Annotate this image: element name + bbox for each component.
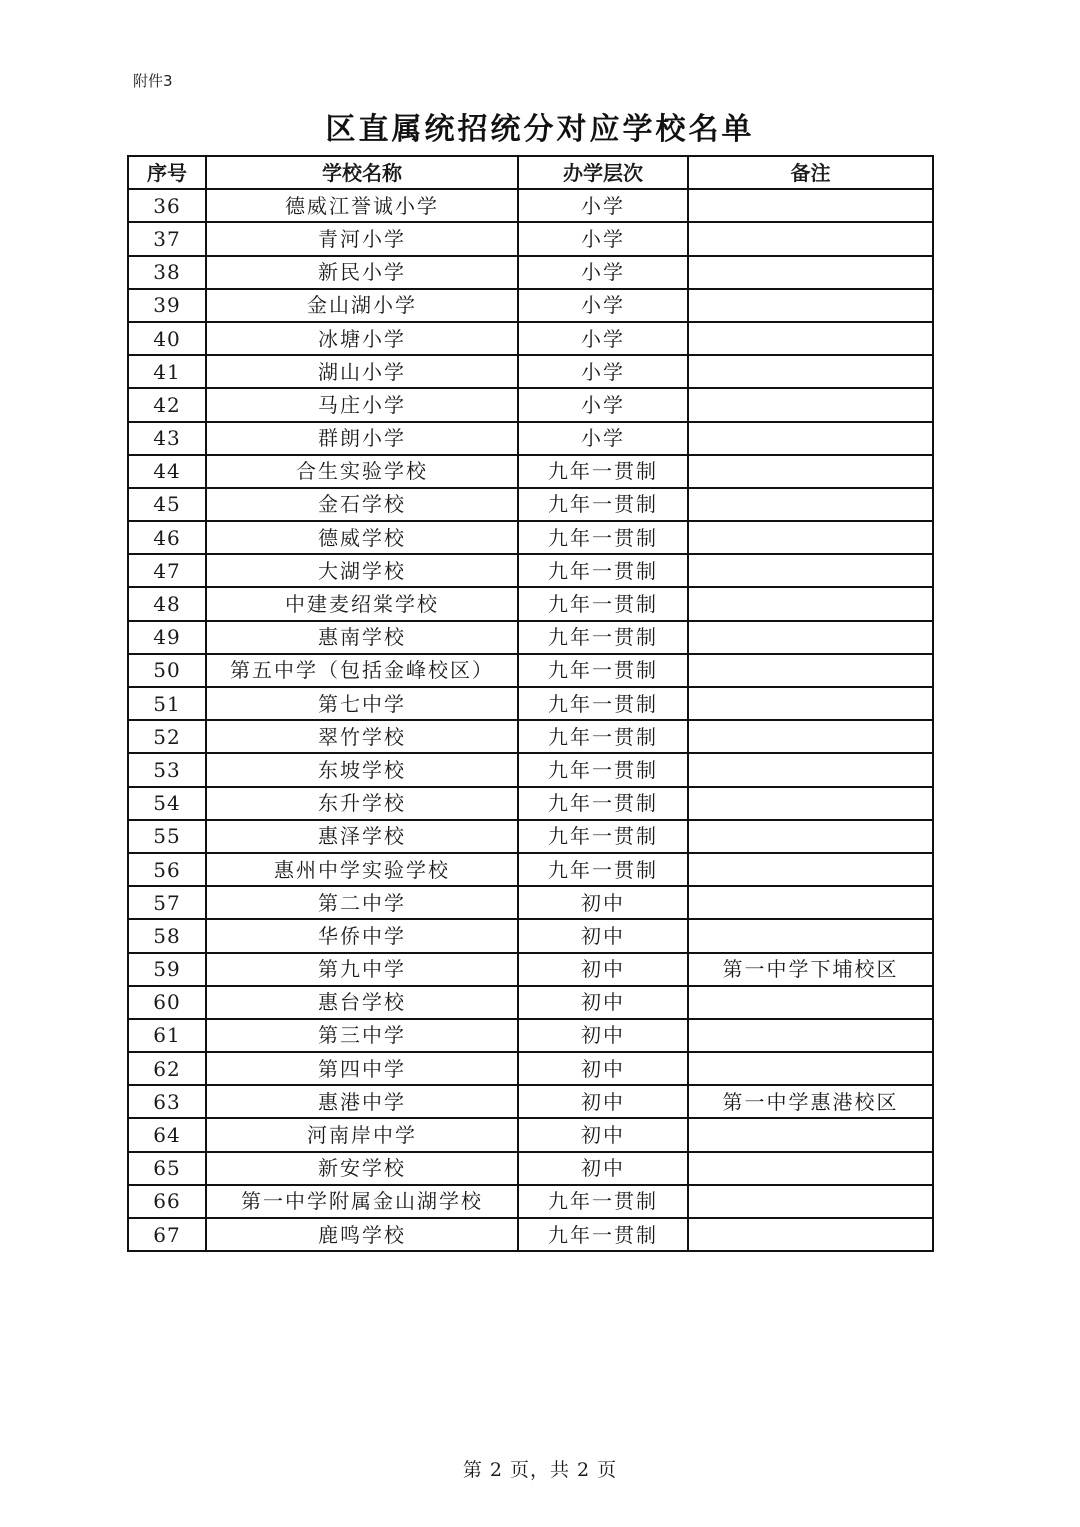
- cell-school-name: 第五中学（包括金峰校区）: [206, 654, 518, 687]
- cell-note: [688, 521, 933, 554]
- cell-level: 九年一贯制: [518, 521, 688, 554]
- cell-note: [688, 1052, 933, 1085]
- cell-index: 48: [128, 587, 206, 620]
- cell-level: 九年一贯制: [518, 554, 688, 587]
- cell-school-name: 翠竹学校: [206, 720, 518, 753]
- cell-school-name: 金石学校: [206, 488, 518, 521]
- cell-index: 39: [128, 289, 206, 322]
- cell-index: 43: [128, 422, 206, 455]
- cell-level: 九年一贯制: [518, 455, 688, 488]
- cell-level: 小学: [518, 422, 688, 455]
- cell-note: [688, 687, 933, 720]
- cell-note: [688, 820, 933, 853]
- cell-level: 初中: [518, 1118, 688, 1151]
- cell-index: 59: [128, 953, 206, 986]
- cell-school-name: 河南岸中学: [206, 1118, 518, 1151]
- cell-index: 61: [128, 1019, 206, 1052]
- cell-school-name: 合生实验学校: [206, 455, 518, 488]
- cell-level: 九年一贯制: [518, 621, 688, 654]
- table-row: [128, 455, 933, 488]
- table-row: [128, 554, 933, 587]
- cell-level: 小学: [518, 355, 688, 388]
- cell-level: 九年一贯制: [518, 753, 688, 786]
- cell-level: 九年一贯制: [518, 488, 688, 521]
- cell-note: [688, 1218, 933, 1251]
- cell-level: 九年一贯制: [518, 587, 688, 620]
- cell-level: 小学: [518, 322, 688, 355]
- cell-note: [688, 189, 933, 222]
- page-title: 区直属统招统分对应学校名单: [325, 112, 755, 147]
- cell-note: [688, 587, 933, 620]
- cell-index: 67: [128, 1218, 206, 1251]
- cell-note: [688, 388, 933, 421]
- cell-note: [688, 720, 933, 753]
- cell-note: [688, 322, 933, 355]
- cell-note: [688, 256, 933, 289]
- cell-school-name: 惠泽学校: [206, 820, 518, 853]
- cell-index: 50: [128, 654, 206, 687]
- cell-note: [688, 355, 933, 388]
- cell-note: [688, 654, 933, 687]
- cell-note: [688, 488, 933, 521]
- cell-note: [688, 886, 933, 919]
- cell-index: 65: [128, 1152, 206, 1185]
- cell-index: 41: [128, 355, 206, 388]
- cell-level: 九年一贯制: [518, 687, 688, 720]
- table-row: [128, 388, 933, 421]
- cell-level: 小学: [518, 189, 688, 222]
- cell-index: 46: [128, 521, 206, 554]
- cell-school-name: 中建麦绍棠学校: [206, 587, 518, 620]
- cell-level: 九年一贯制: [518, 787, 688, 820]
- cell-school-name: 第一中学附属金山湖学校: [206, 1185, 518, 1218]
- cell-index: 51: [128, 687, 206, 720]
- table-body: [128, 189, 933, 1251]
- cell-index: 40: [128, 322, 206, 355]
- table-row: [128, 720, 933, 753]
- cell-note: [688, 455, 933, 488]
- cell-index: 53: [128, 753, 206, 786]
- table-row: [128, 886, 933, 919]
- cell-index: 45: [128, 488, 206, 521]
- cell-level: 小学: [518, 289, 688, 322]
- table-row: [128, 587, 933, 620]
- cell-level: 九年一贯制: [518, 720, 688, 753]
- table-row: [128, 488, 933, 521]
- cell-school-name: 东坡学校: [206, 753, 518, 786]
- cell-index: 44: [128, 455, 206, 488]
- cell-school-name: 惠州中学实验学校: [206, 853, 518, 886]
- table-row: [128, 322, 933, 355]
- cell-school-name: 第四中学: [206, 1052, 518, 1085]
- cell-note: [688, 1152, 933, 1185]
- cell-index: 42: [128, 388, 206, 421]
- table-row: [128, 189, 933, 222]
- cell-level: 九年一贯制: [518, 820, 688, 853]
- cell-note: [688, 289, 933, 322]
- cell-index: 66: [128, 1185, 206, 1218]
- cell-school-name: 第七中学: [206, 687, 518, 720]
- cell-school-name: 惠南学校: [206, 621, 518, 654]
- cell-level: 初中: [518, 986, 688, 1019]
- cell-note: [688, 222, 933, 255]
- cell-note: [688, 753, 933, 786]
- cell-index: 64: [128, 1118, 206, 1151]
- cell-level: 初中: [518, 919, 688, 952]
- table-row: [128, 422, 933, 455]
- cell-level: 小学: [518, 222, 688, 255]
- table-row: [128, 355, 933, 388]
- column-header-note: 备注: [688, 156, 933, 189]
- cell-school-name: 群朗小学: [206, 422, 518, 455]
- table-row: [128, 621, 933, 654]
- cell-level: 初中: [518, 953, 688, 986]
- cell-school-name: 华侨中学: [206, 919, 518, 952]
- cell-index: 36: [128, 189, 206, 222]
- cell-level: 九年一贯制: [518, 1218, 688, 1251]
- table-row: [128, 654, 933, 687]
- cell-note: [688, 1118, 933, 1151]
- table-row: [128, 289, 933, 322]
- cell-note: [688, 787, 933, 820]
- table-row: [128, 853, 933, 886]
- cell-note: 第一中学下埔校区: [688, 953, 933, 986]
- cell-level: 初中: [518, 1019, 688, 1052]
- table-row: [128, 1085, 933, 1118]
- table-row: [128, 1118, 933, 1151]
- cell-school-name: 马庄小学: [206, 388, 518, 421]
- cell-note: 第一中学惠港校区: [688, 1085, 933, 1118]
- cell-level: 小学: [518, 388, 688, 421]
- page-footer: 第 2 页，共 2 页: [462, 1459, 618, 1481]
- cell-school-name: 惠港中学: [206, 1085, 518, 1118]
- cell-index: 49: [128, 621, 206, 654]
- table-row: [128, 256, 933, 289]
- cell-index: 56: [128, 853, 206, 886]
- table-row: [128, 986, 933, 1019]
- cell-note: [688, 1019, 933, 1052]
- cell-note: [688, 1185, 933, 1218]
- cell-school-name: 冰塘小学: [206, 322, 518, 355]
- cell-school-name: 新民小学: [206, 256, 518, 289]
- cell-level: 九年一贯制: [518, 853, 688, 886]
- cell-school-name: 新安学校: [206, 1152, 518, 1185]
- cell-index: 38: [128, 256, 206, 289]
- table-row: [128, 1019, 933, 1052]
- cell-index: 47: [128, 554, 206, 587]
- table-row: [128, 919, 933, 952]
- cell-note: [688, 853, 933, 886]
- cell-school-name: 金山湖小学: [206, 289, 518, 322]
- table-row: [128, 787, 933, 820]
- table-row: [128, 1218, 933, 1251]
- cell-school-name: 东升学校: [206, 787, 518, 820]
- cell-note: [688, 621, 933, 654]
- cell-index: 54: [128, 787, 206, 820]
- cell-index: 62: [128, 1052, 206, 1085]
- column-header-school-name: 学校名称: [206, 156, 518, 189]
- cell-school-name: 湖山小学: [206, 355, 518, 388]
- cell-level: 九年一贯制: [518, 1185, 688, 1218]
- attachment-label: 附件3: [133, 72, 173, 90]
- table-header-row: [128, 156, 933, 189]
- column-header-index: 序号: [128, 156, 206, 189]
- cell-index: 37: [128, 222, 206, 255]
- table-row: [128, 1185, 933, 1218]
- cell-school-name: 大湖学校: [206, 554, 518, 587]
- column-header-level: 办学层次: [518, 156, 688, 189]
- cell-school-name: 鹿鸣学校: [206, 1218, 518, 1251]
- cell-index: 63: [128, 1085, 206, 1118]
- cell-school-name: 德威学校: [206, 521, 518, 554]
- table-row: [128, 820, 933, 853]
- cell-level: 小学: [518, 256, 688, 289]
- cell-note: [688, 554, 933, 587]
- cell-index: 60: [128, 986, 206, 1019]
- table-row: [128, 222, 933, 255]
- school-table: [127, 155, 934, 1252]
- cell-school-name: 青河小学: [206, 222, 518, 255]
- cell-index: 58: [128, 919, 206, 952]
- table-row: [128, 1152, 933, 1185]
- table-row: [128, 687, 933, 720]
- cell-level: 初中: [518, 1085, 688, 1118]
- table-row: [128, 753, 933, 786]
- cell-school-name: 惠台学校: [206, 986, 518, 1019]
- cell-index: 57: [128, 886, 206, 919]
- cell-note: [688, 919, 933, 952]
- cell-level: 初中: [518, 886, 688, 919]
- cell-level: 初中: [518, 1052, 688, 1085]
- cell-index: 55: [128, 820, 206, 853]
- cell-school-name: 第九中学: [206, 953, 518, 986]
- cell-school-name: 第二中学: [206, 886, 518, 919]
- cell-school-name: 德威江誉诚小学: [206, 189, 518, 222]
- cell-index: 52: [128, 720, 206, 753]
- table-row: [128, 521, 933, 554]
- table-row: [128, 1052, 933, 1085]
- cell-level: 初中: [518, 1152, 688, 1185]
- table-row: [128, 953, 933, 986]
- cell-school-name: 第三中学: [206, 1019, 518, 1052]
- cell-note: [688, 422, 933, 455]
- cell-level: 九年一贯制: [518, 654, 688, 687]
- cell-note: [688, 986, 933, 1019]
